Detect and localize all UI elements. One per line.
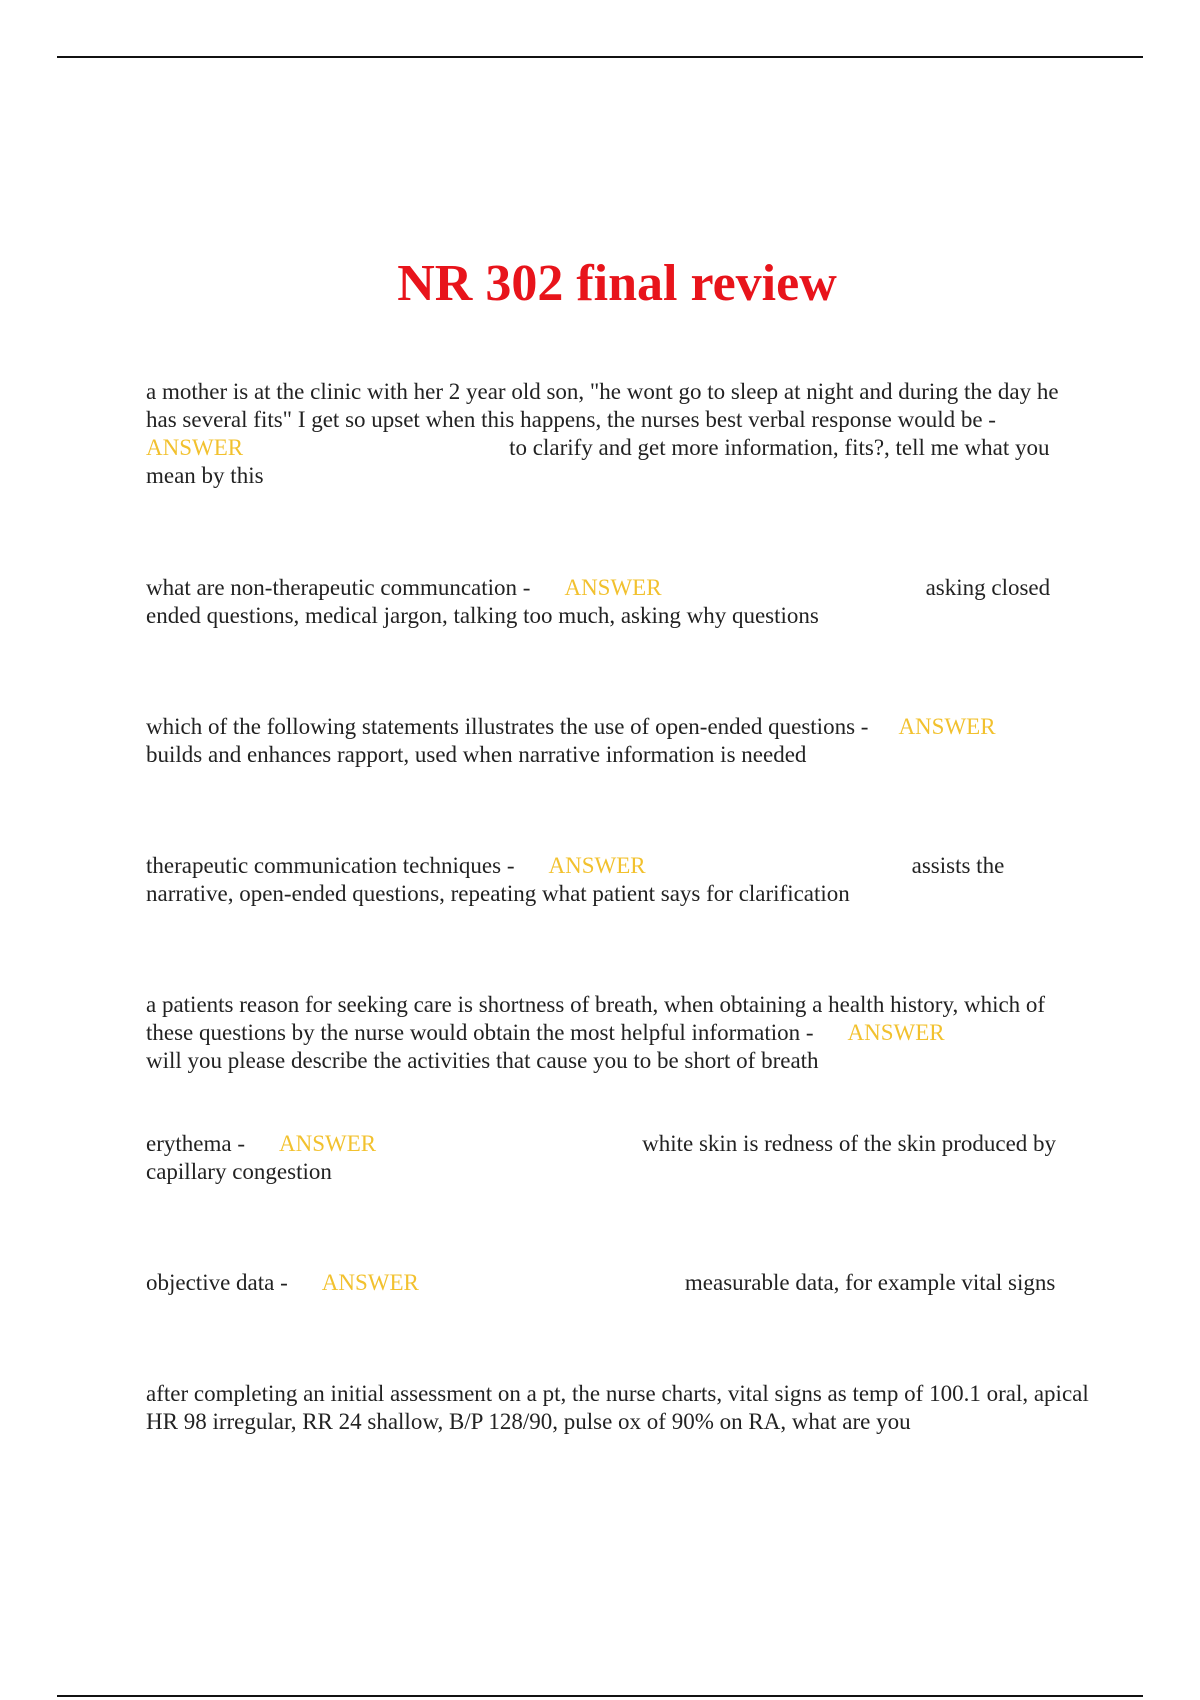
question-text: after completing an initial assessment on a pt, the nurse charts, vital signs as temp of 100.1 oral, apical HR 98 irregular, RR 24 shallow, B/P 128/90, pulse ox of 90% on RA, what are you — [146, 1381, 1089, 1434]
question-text: which of the following statements illustrates the use of open-ended questions - — [146, 714, 869, 739]
answer-label: ANSWER — [278, 1131, 377, 1156]
answer-label: ANSWER — [146, 435, 244, 460]
question-text: therapeutic communication techniques - — [146, 853, 515, 878]
answer-label: ANSWER — [847, 1020, 945, 1045]
question-text: a patients reason for seeking care is shortness of breath, when obtaining a health history, which of these questions by the nurse would obtain the most helpful information - — [146, 992, 1046, 1045]
qa-item-8 — [146, 1380, 1091, 1436]
qa-item-4 — [146, 852, 1091, 908]
answer-text: will you please describe the activities that cause you to be short of breath — [146, 1048, 819, 1073]
answer-text: asking closed ended questions, medical jargon, talking too much, asking why questions — [146, 575, 1051, 628]
qa-item-7 — [146, 1269, 1091, 1297]
answer-label: ANSWER — [898, 714, 996, 739]
answer-text: white skin is redness of the skin produced by capillary congestion — [146, 1131, 1057, 1184]
qa-item-3 — [146, 713, 1091, 769]
qa-item-2 — [146, 574, 1091, 630]
answer-label: ANSWER — [321, 1270, 419, 1295]
bottom-rule — [57, 1695, 1143, 1697]
answer-label: ANSWER — [564, 575, 662, 600]
question-text: what are non-therapeutic communcation - — [146, 575, 531, 600]
qa-item-6 — [146, 1130, 1091, 1186]
question-text: erythema - — [146, 1131, 245, 1156]
document-title: NR 302 final review — [397, 255, 837, 312]
question-text: a mother is at the clinic with her 2 year old son, "he wont go to sleep at night and during the day he has several fits" I get so upset when this happens, the nurses best verbal response would be - — [146, 379, 1059, 432]
qa-item-5 — [146, 991, 1091, 1075]
answer-text: measurable data, for example vital signs — [684, 1270, 1056, 1295]
answer-label: ANSWER — [548, 853, 646, 878]
qa-item-1 — [146, 378, 1091, 490]
answer-text: assists the narrative, open-ended questions, repeating what patient says for clarification — [146, 853, 1005, 906]
answer-text: builds and enhances rapport, used when narrative information is needed — [146, 742, 807, 767]
answer-text: to clarify and get more information, fits?, tell me what you mean by this — [146, 435, 1050, 488]
question-text: objective data - — [146, 1270, 288, 1295]
top-rule — [57, 56, 1143, 58]
